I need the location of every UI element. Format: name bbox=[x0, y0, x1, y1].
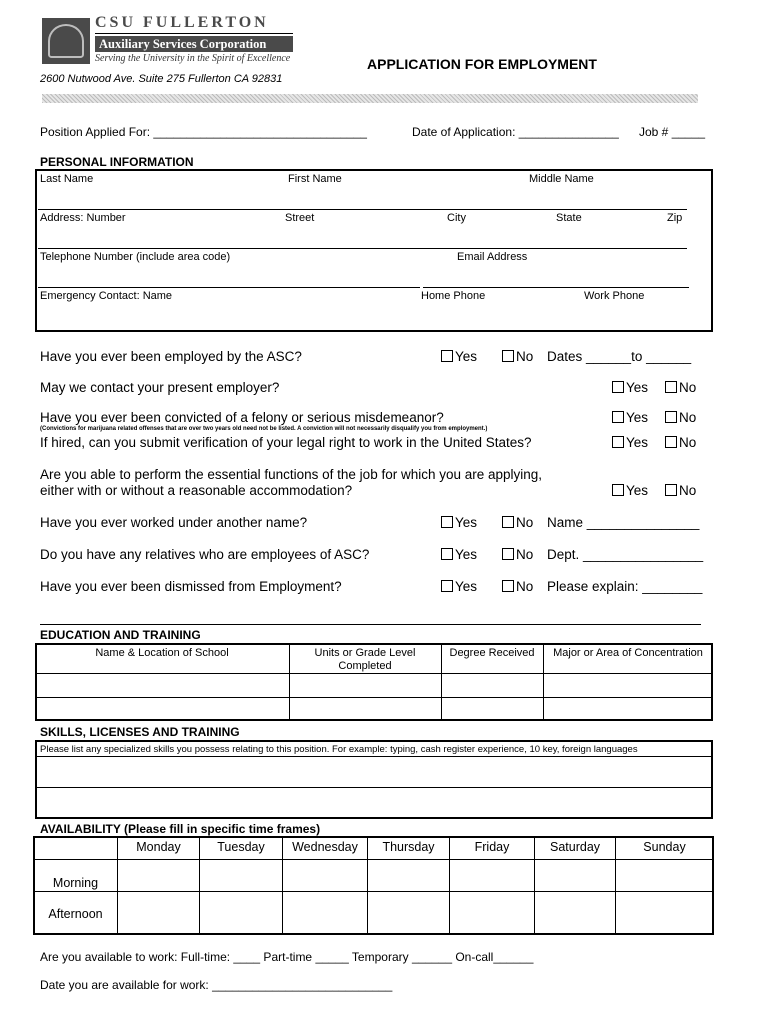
skills-row-divider bbox=[36, 787, 712, 788]
question-convicted: Have you ever been convicted of a felony or serious misdemeanor? bbox=[40, 410, 444, 425]
logo-university: CSU FULLERTON bbox=[95, 14, 269, 31]
org-address: 2600 Nutwood Ave. Suite 275 Fullerton CA 92831 bbox=[40, 73, 283, 85]
q6-yes-checkbox[interactable]: Yes bbox=[441, 515, 477, 530]
logo-divider bbox=[95, 33, 293, 34]
explain-line[interactable] bbox=[40, 624, 701, 625]
q6-name-field[interactable]: Name _______________ bbox=[547, 515, 700, 530]
question-relatives: Do you have any relatives who are employees of ASC? bbox=[40, 547, 370, 562]
page-title: APPLICATION FOR EMPLOYMENT bbox=[367, 56, 597, 72]
day-header-sunday: Sunday bbox=[643, 840, 686, 854]
personal-info-heading: PERSONAL INFORMATION bbox=[40, 155, 194, 169]
checkbox-icon bbox=[502, 548, 514, 560]
first-name-label: First Name bbox=[288, 173, 342, 185]
day-header-wednesday: Wednesday bbox=[292, 840, 358, 854]
q2-yes-checkbox[interactable]: Yes bbox=[612, 380, 648, 395]
day-header-monday: Monday bbox=[136, 840, 181, 854]
checkbox-icon bbox=[612, 381, 624, 393]
checkbox-icon bbox=[665, 484, 677, 496]
checkbox-icon bbox=[502, 580, 514, 592]
checkbox-icon bbox=[612, 484, 624, 496]
education-col-school: Name & Location of School bbox=[95, 647, 229, 659]
work-type-field[interactable]: Are you available to work: Full-time: ____ Part-time _____ Temporary ______ On-call______ bbox=[40, 950, 534, 964]
row-label-morning: Morning bbox=[52, 876, 99, 890]
q8-no-checkbox[interactable]: No bbox=[502, 579, 533, 594]
checkbox-icon bbox=[665, 411, 677, 423]
skills-heading: SKILLS, LICENSES AND TRAINING bbox=[40, 725, 240, 739]
middle-name-label: Middle Name bbox=[529, 173, 594, 185]
question-dismissed: Have you ever been dismissed from Employment? bbox=[40, 579, 342, 594]
q8-yes-checkbox[interactable]: Yes bbox=[441, 579, 477, 594]
conviction-note: (Convictions for marijuana related offenses that are over two years old need not be listed. A conviction will not necessarily disqualify you from employment.) bbox=[40, 426, 488, 432]
skills-row-divider bbox=[36, 756, 712, 757]
q3-no-checkbox[interactable]: No bbox=[665, 410, 696, 425]
telephone-label: Telephone Number (include area code) bbox=[40, 251, 231, 263]
position-applied-field[interactable]: Position Applied For: ________________________________ bbox=[40, 125, 367, 139]
home-phone-label: Home Phone bbox=[421, 290, 486, 302]
question-employed-asc: Have you ever been employed by the ASC? bbox=[40, 349, 302, 364]
availability-row-divider bbox=[34, 891, 713, 892]
education-col-divider bbox=[289, 644, 290, 720]
q4-yes-checkbox[interactable]: Yes bbox=[612, 435, 648, 450]
availability-row-divider bbox=[34, 859, 713, 860]
q5-yes-checkbox[interactable]: Yes bbox=[612, 483, 648, 498]
emergency-contact-label: Emergency Contact: Name bbox=[40, 290, 173, 302]
q2-no-checkbox[interactable]: No bbox=[665, 380, 696, 395]
q6-no-checkbox[interactable]: No bbox=[502, 515, 533, 530]
checkbox-icon bbox=[502, 516, 514, 528]
day-header-tuesday: Tuesday bbox=[217, 840, 265, 854]
email-label: Email Address bbox=[457, 251, 528, 263]
education-row-divider bbox=[36, 673, 712, 674]
question-contact-employer: May we contact your present employer? bbox=[40, 380, 280, 395]
zip-label: Zip bbox=[667, 212, 683, 224]
education-row-divider bbox=[36, 697, 712, 698]
checkbox-icon bbox=[441, 516, 453, 528]
education-col-units: Units or Grade Level Completed bbox=[314, 647, 416, 672]
city-label: City bbox=[447, 212, 466, 224]
day-header-thursday: Thursday bbox=[382, 840, 435, 854]
telephone-line[interactable] bbox=[38, 287, 420, 288]
question-essential-functions: Are you able to perform the essential functions of the job for which you are applying, bbox=[40, 467, 543, 482]
logo-tagline: Serving the University in the Spirit of Excellence bbox=[95, 53, 291, 64]
availability-heading: AVAILABILITY (Please fill in specific time frames) bbox=[40, 822, 321, 836]
street-label: Street bbox=[285, 212, 315, 224]
email-line[interactable] bbox=[423, 287, 689, 288]
checkbox-icon bbox=[502, 350, 514, 362]
question-another-name: Have you ever worked under another name? bbox=[40, 515, 308, 530]
checkbox-icon bbox=[665, 436, 677, 448]
asc-logo-mark bbox=[42, 18, 90, 64]
q4-no-checkbox[interactable]: No bbox=[665, 435, 696, 450]
header-divider bbox=[42, 94, 698, 103]
q7-yes-checkbox[interactable]: Yes bbox=[441, 547, 477, 562]
q8-explain-field[interactable]: Please explain: ________ bbox=[547, 579, 703, 594]
checkbox-icon bbox=[441, 548, 453, 560]
checkbox-icon bbox=[441, 580, 453, 592]
day-header-friday: Friday bbox=[474, 840, 510, 854]
q1-dates-field[interactable]: Dates ______to ______ bbox=[547, 349, 692, 364]
education-heading: EDUCATION AND TRAINING bbox=[40, 628, 201, 642]
q1-no-checkbox[interactable]: No bbox=[502, 349, 533, 364]
q3-yes-checkbox[interactable]: Yes bbox=[612, 410, 648, 425]
education-col-degree: Degree Received bbox=[449, 647, 535, 659]
work-phone-label: Work Phone bbox=[584, 290, 645, 302]
q7-no-checkbox[interactable]: No bbox=[502, 547, 533, 562]
education-col-major: Major or Area of Concentration bbox=[553, 647, 703, 659]
job-number-field[interactable]: Job # _____ bbox=[639, 125, 706, 139]
state-label: State bbox=[556, 212, 582, 224]
date-of-application-field[interactable]: Date of Application: _______________ bbox=[412, 125, 619, 139]
checkbox-icon bbox=[612, 411, 624, 423]
skills-prompt: Please list any specialized skills you possess relating to this position. For example: typing, cash register experience, 10 key, foreign languages bbox=[40, 744, 638, 755]
checkbox-icon bbox=[665, 381, 677, 393]
question-work-verification: If hired, can you submit verification of your legal right to work in the United States? bbox=[40, 435, 532, 450]
last-name-label: Last Name bbox=[40, 173, 94, 185]
q1-yes-checkbox[interactable]: Yes bbox=[441, 349, 477, 364]
name-line[interactable] bbox=[38, 209, 687, 210]
q5-no-checkbox[interactable]: No bbox=[665, 483, 696, 498]
logo-organization: Auxiliary Services Corporation bbox=[95, 36, 293, 52]
checkbox-icon bbox=[441, 350, 453, 362]
question-essential-functions-cont: either with or without a reasonable accommodation? bbox=[40, 483, 353, 498]
date-available-field[interactable]: Date you are available for work: ___________________________ bbox=[40, 978, 393, 992]
q7-dept-field[interactable]: Dept. ________________ bbox=[547, 547, 704, 562]
row-label-afternoon: Afternoon bbox=[48, 907, 103, 921]
address-number-label: Address: Number bbox=[40, 212, 126, 224]
checkbox-icon bbox=[612, 436, 624, 448]
day-header-saturday: Saturday bbox=[549, 840, 601, 854]
address-line[interactable] bbox=[38, 248, 687, 249]
